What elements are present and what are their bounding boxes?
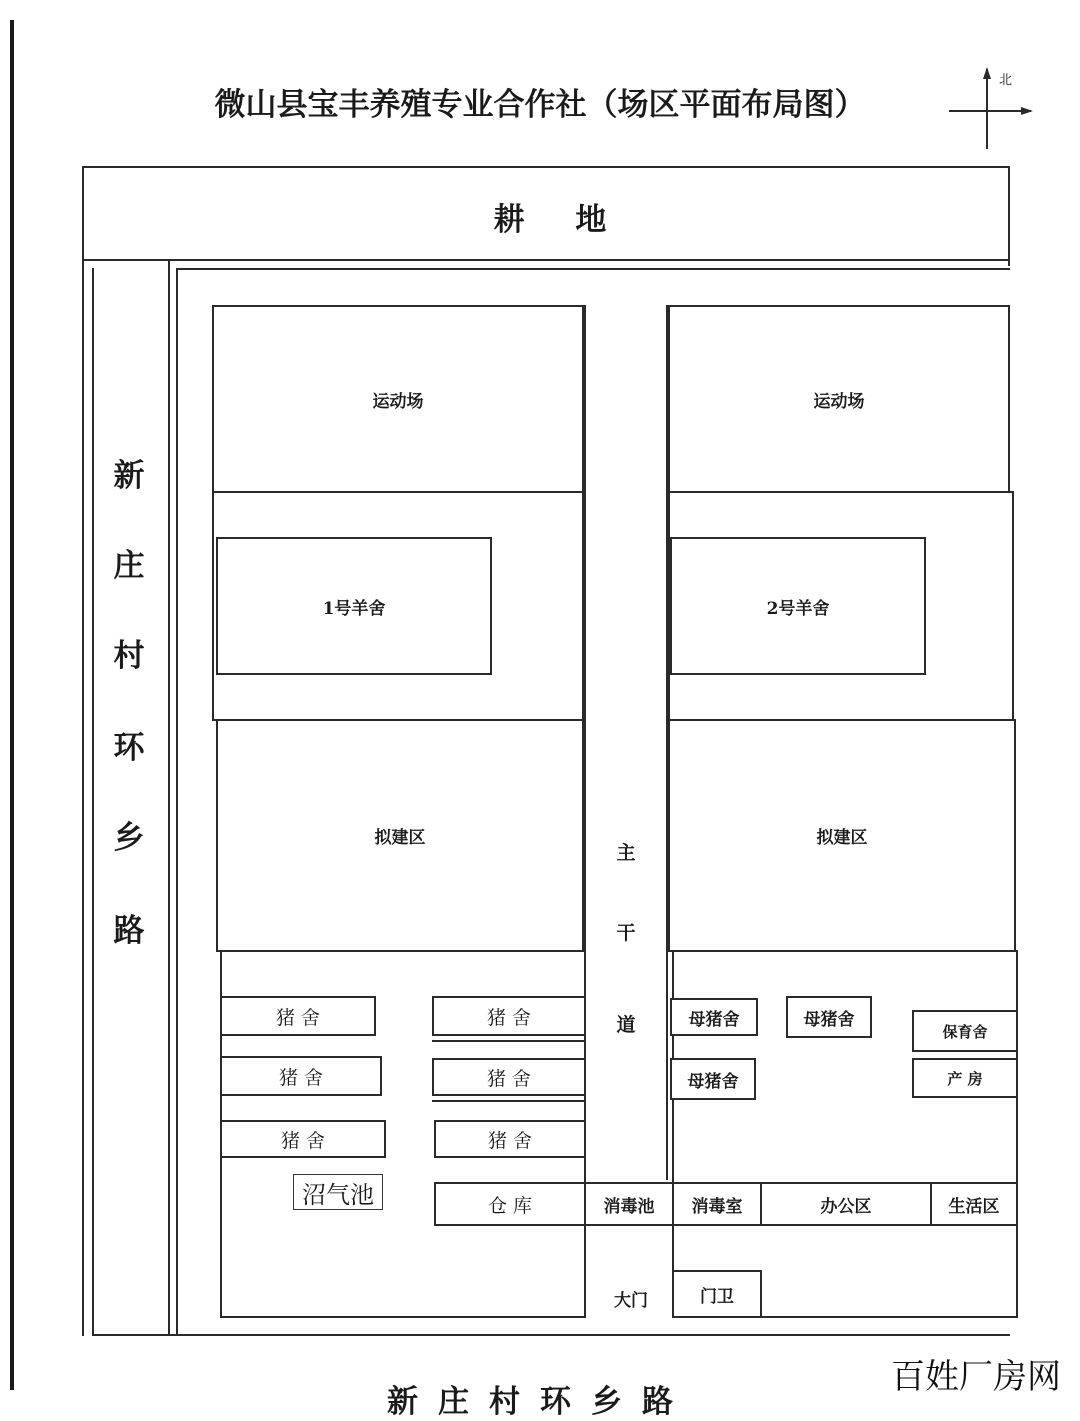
sheep-house-2-label: 2号羊舍 bbox=[766, 598, 830, 619]
disinfection-room-label: 消毒室 bbox=[691, 1196, 743, 1217]
planned-area-right bbox=[668, 719, 1016, 952]
pig-house-label: 猪 舍 bbox=[280, 1129, 326, 1152]
pig-house-divider bbox=[432, 1100, 586, 1102]
scan-edge bbox=[10, 20, 14, 1390]
pig-house bbox=[432, 996, 586, 1036]
living-area bbox=[930, 1182, 1018, 1226]
farrowing-house-label: 产 房 bbox=[947, 1069, 983, 1088]
pig-house-label: 猪 舍 bbox=[487, 1129, 533, 1152]
main-road-char: 干 bbox=[616, 922, 636, 944]
pig-house bbox=[434, 1120, 586, 1158]
guard-room bbox=[672, 1270, 762, 1318]
exercise-yard-left-label: 运动场 bbox=[372, 391, 424, 412]
pig-house-label: 猪 舍 bbox=[486, 1006, 532, 1029]
planned-area-left bbox=[216, 719, 584, 952]
yard-top-edge bbox=[176, 268, 1010, 270]
watermark: 百姓厂房网 bbox=[876, 1354, 1076, 1400]
compass-icon bbox=[945, 65, 1035, 155]
nursery-house-label: 保育舍 bbox=[942, 1022, 988, 1041]
pig-house-label: 猪 舍 bbox=[275, 1006, 321, 1029]
left-road-char: 庄 bbox=[113, 548, 145, 584]
site-border-right bbox=[1008, 166, 1010, 266]
left-road-char: 乡 bbox=[113, 820, 145, 856]
main-road-char: 道 bbox=[616, 1014, 636, 1036]
north-label: 北 bbox=[999, 73, 1013, 88]
pig-house bbox=[432, 1058, 586, 1096]
main-road-char: 主 bbox=[616, 842, 636, 864]
pig-house bbox=[220, 996, 376, 1036]
sow-house bbox=[670, 998, 758, 1036]
pig-house bbox=[220, 1120, 386, 1158]
main-gate-label: 大门 bbox=[614, 1290, 648, 1311]
planned-area-right-label: 拟建区 bbox=[816, 828, 868, 848]
sheep-house-1-label: 1号羊舍 bbox=[322, 598, 386, 619]
biogas-pool bbox=[293, 1174, 383, 1210]
exercise-yard-left bbox=[212, 305, 584, 493]
page-title: 微山县宝丰养殖专业合作社（场区平面布局图） bbox=[214, 86, 866, 123]
farmland-border-bottom bbox=[82, 259, 1010, 261]
disinfection-pool-label: 消毒池 bbox=[603, 1196, 655, 1217]
office-area bbox=[760, 1182, 932, 1226]
pig-house-label: 猪 舍 bbox=[486, 1067, 532, 1090]
planned-area-left-label: 拟建区 bbox=[374, 828, 426, 848]
office-area-label: 办公区 bbox=[820, 1196, 872, 1217]
yard-left-edge bbox=[176, 268, 178, 1336]
bottom-road-label: 新庄村环乡路 bbox=[387, 1383, 693, 1420]
sheep-house-2 bbox=[670, 537, 926, 675]
biogas-pool-label: 沼气池 bbox=[302, 1180, 374, 1209]
pig-house-divider bbox=[432, 1040, 586, 1042]
sow-house-label: 母猪舍 bbox=[687, 1071, 739, 1092]
sow-house bbox=[786, 996, 872, 1038]
nursery-house bbox=[912, 1010, 1018, 1052]
exercise-yard-right bbox=[668, 305, 1010, 493]
left-road-char: 环 bbox=[113, 730, 145, 766]
exercise-yard-right-label: 运动场 bbox=[813, 391, 865, 412]
disinfection-pool bbox=[584, 1182, 674, 1226]
guard-room-label: 门卫 bbox=[700, 1286, 734, 1307]
main-road-left-edge bbox=[584, 305, 586, 1180]
disinfection-room bbox=[672, 1182, 762, 1226]
site-border-top bbox=[82, 166, 1010, 168]
left-road-char: 村 bbox=[113, 638, 145, 674]
sow-house bbox=[670, 1058, 756, 1100]
pig-house-label: 猪 舍 bbox=[278, 1066, 324, 1089]
sow-house-label: 母猪舍 bbox=[688, 1009, 740, 1030]
warehouse bbox=[434, 1182, 586, 1226]
left-road-char: 新 bbox=[113, 458, 145, 494]
living-area-label: 生活区 bbox=[948, 1196, 1000, 1217]
sow-house-label: 母猪舍 bbox=[803, 1009, 855, 1030]
pig-house bbox=[220, 1056, 382, 1096]
left-road-right-edge bbox=[168, 260, 170, 1336]
farrowing-house bbox=[912, 1058, 1018, 1098]
left-road-outer-edge bbox=[92, 268, 94, 1336]
site-border-left bbox=[82, 166, 84, 1336]
sheep-house-1 bbox=[216, 537, 492, 675]
farmland-label: 耕 地 bbox=[493, 201, 607, 238]
warehouse-label: 仓 库 bbox=[487, 1194, 533, 1217]
site-border-bottom bbox=[92, 1334, 1010, 1336]
left-road-char: 路 bbox=[113, 913, 145, 949]
